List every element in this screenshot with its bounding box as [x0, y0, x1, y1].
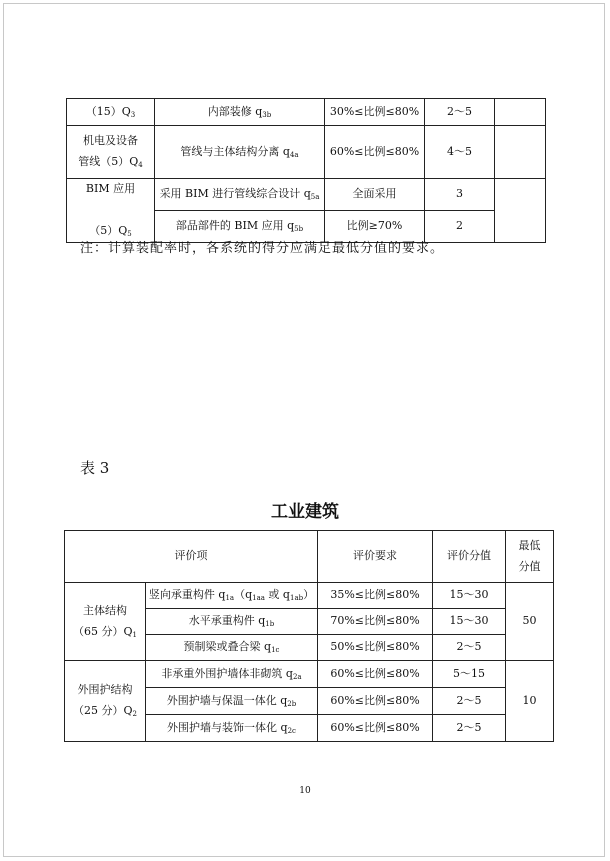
score-cell: 2～5: [433, 688, 506, 715]
requirement-cell: 30%≤比例≤80%: [325, 99, 425, 126]
item-cell: 部品部件的 BIM 应用 $q_{5b}$: [155, 210, 325, 242]
item-cell: 外围护墙与装饰一体化 $q_{2c}$: [146, 715, 318, 742]
item-cell: 非承重外围护墙体非砌筑 $q_{2a}$: [146, 661, 318, 688]
requirement-cell: 35%≤比例≤80%: [318, 583, 433, 609]
table-row: [67, 99, 546, 126]
item-cell: 外围护墙与保温一体化 $q_{2b}$: [146, 688, 318, 715]
score-cell: 2: [425, 210, 495, 242]
page-number: 10: [299, 786, 311, 796]
group-envelope-structure: 外围护结构 （25 分）$Q_2$: [65, 661, 146, 742]
item-cell: 采用 BIM 进行管线综合设计 $q_{5a}$: [155, 179, 325, 211]
requirement-cell: 70%≤比例≤80%: [318, 609, 433, 635]
requirement-cell: 60%≤比例≤80%: [318, 715, 433, 742]
score-cell: 3: [425, 179, 495, 211]
min-score-cell: 10: [506, 661, 554, 742]
item-cell: 水平承重构件 $q_{1b}$: [146, 609, 318, 635]
header-requirement: 评价要求: [318, 531, 433, 583]
requirement-cell: 60%≤比例≤80%: [325, 126, 425, 179]
score-cell: 4～5: [425, 126, 495, 179]
score-cell: 15～30: [433, 583, 506, 609]
requirement-cell: 全面采用: [325, 179, 425, 211]
item-cell: 管线与主体结构分离 $q_{4a}$: [155, 126, 325, 179]
header-row: [65, 531, 554, 583]
requirement-cell: 50%≤比例≤80%: [318, 635, 433, 661]
table-label: 表 3: [80, 459, 110, 477]
min-score-cell: 50: [506, 583, 554, 661]
min-score-cell: [495, 126, 546, 179]
table-row: [65, 583, 554, 609]
table-note: 注：计算装配率时，各系统的得分应满足最低分值的要求。: [80, 241, 445, 256]
group-main-structure: 主体结构 （65 分）$Q_1$: [65, 583, 146, 661]
table-title: 工业建筑: [271, 502, 339, 522]
header-score: 评价分值: [433, 531, 506, 583]
item-cell: 竖向承重构件 $q_{1a}(q_{1aa}$ 或 $q_{1ab}$）: [146, 583, 318, 609]
requirement-cell: 60%≤比例≤80%: [318, 688, 433, 715]
header-item: 评价项: [65, 531, 318, 583]
score-cell: 2～5: [425, 99, 495, 126]
evaluation-table-continued: [66, 98, 546, 243]
system-cell: 机电及设备 管线$(5)Q_4$: [67, 126, 155, 179]
system-cell: BIM 应用 $(5)Q_5$: [67, 179, 155, 243]
item-cell: 内部装修 $q_{3b}$: [155, 99, 325, 126]
system-cell: $(15)Q_3$: [67, 99, 155, 126]
header-min-score: 最低 分值: [506, 531, 554, 583]
industrial-building-table: [64, 530, 554, 742]
score-cell: 2～5: [433, 635, 506, 661]
score-cell: 15～30: [433, 609, 506, 635]
score-cell: 5～15: [433, 661, 506, 688]
requirement-cell: 60%≤比例≤80%: [318, 661, 433, 688]
table-row: [65, 661, 554, 688]
score-cell: 2～5: [433, 715, 506, 742]
table-row: [67, 179, 546, 211]
min-score-cell: [495, 99, 546, 126]
requirement-cell: 比例≥70%: [325, 210, 425, 242]
item-cell: 预制梁或叠合梁 $q_{1c}$: [146, 635, 318, 661]
min-score-cell: [495, 179, 546, 243]
table-row: [67, 126, 546, 179]
